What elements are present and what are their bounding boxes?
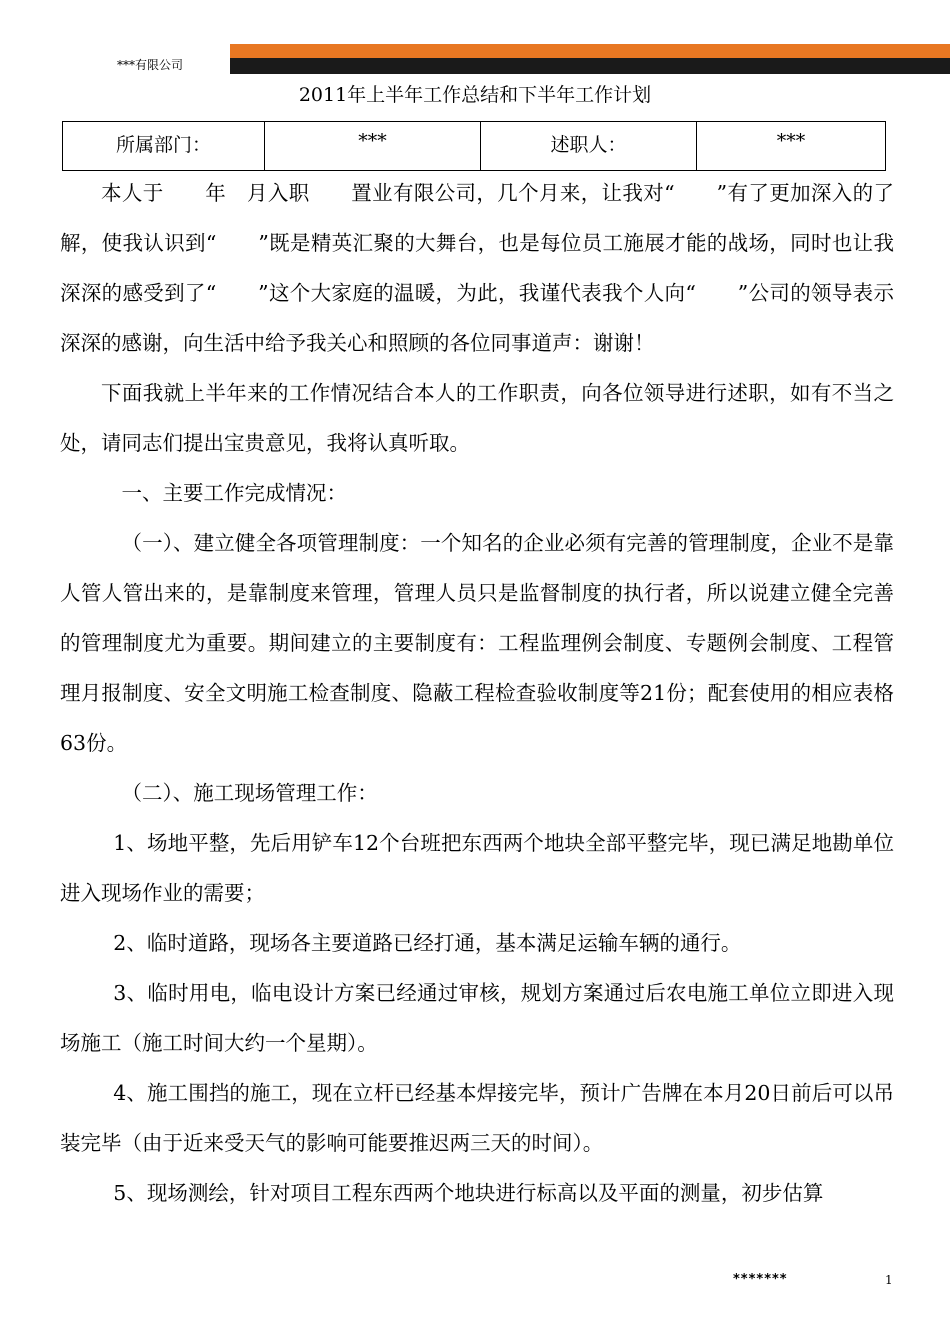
reporter-label: 述职人：: [481, 122, 697, 171]
list-item: 4、施工围挡的施工，现在立杆已经基本焊接完毕，预计广告牌在本月20日前后可以吊装完毕（由于近来受天气的影响可能要推迟两三天的时间）。: [60, 1081, 894, 1155]
paragraph-preface: 下面我就上半年来的工作情况结合本人的工作职责，向各位领导进行述职，如有不当之处，请同志们提出宝贵意见，我将认真听取。: [60, 381, 894, 455]
subsection-1: （一）、建立健全各项管理制度：一个知名的企业必须有完善的管理制度，企业不是靠人管人管出来的，是靠制度来管理，管理人员只是监督制度的执行者，所以说建立健全完善的管理制度尤为重要。期间建立的主要制度有：工程监理例会制度、专题例会制度、工程管理月报制度、安全文明施工检查制度、隐蔽工程检查验收制度等21份；配套使用的相应表格63份。: [60, 531, 894, 755]
info-table: [62, 121, 886, 171]
list-item: 5、现场测绘，针对项目工程东西两个地块进行标高以及平面的测量，初步估算: [113, 1181, 824, 1205]
list-item: 3、临时用电，临电设计方案已经通过审核，规划方案通过后农电施工单位立即进入现场施工（施工时间大约一个星期）。: [60, 981, 894, 1055]
dept-label: 所属部门：: [63, 122, 265, 171]
document-body: [60, 168, 894, 1218]
reporter-value: ***: [697, 122, 886, 171]
list-item: 1、场地平整，先后用铲车12个台班把东西两个地块全部平整完毕，现已满足地勘单位进入现场作业的需要；: [60, 831, 894, 905]
dept-value: ***: [265, 122, 481, 171]
header-orange-bar: [230, 44, 950, 58]
footer-mark: *******: [733, 1272, 788, 1287]
list-item: 2、临时道路，现场各主要道路已经打通，基本满足运输车辆的通行。: [113, 931, 742, 955]
company-name: ***有限公司: [117, 58, 184, 72]
document-title: 2011年上半年工作总结和下半年工作计划: [298, 84, 652, 106]
page-number: 1: [885, 1273, 893, 1287]
subsection-2: （二）、施工现场管理工作：: [121, 781, 378, 805]
paragraph-intro: 本人于 年 月入职 置业有限公司，几个月来，让我对“ ”有了更加深入的了解，使我认识到“ ”既是精英汇聚的大舞台，也是每位员工施展才能的战场，同时也让我深深的感受到了“ ”这个大家庭的温暖，为此，我谨代表我个人向“ ”公司的领导表示深深的感谢，向生活中给予我关心和照顾的各位同事道声：谢谢！: [60, 181, 894, 355]
section-heading: 一、主要工作完成情况：: [121, 481, 347, 505]
header-black-bar: [230, 58, 950, 74]
